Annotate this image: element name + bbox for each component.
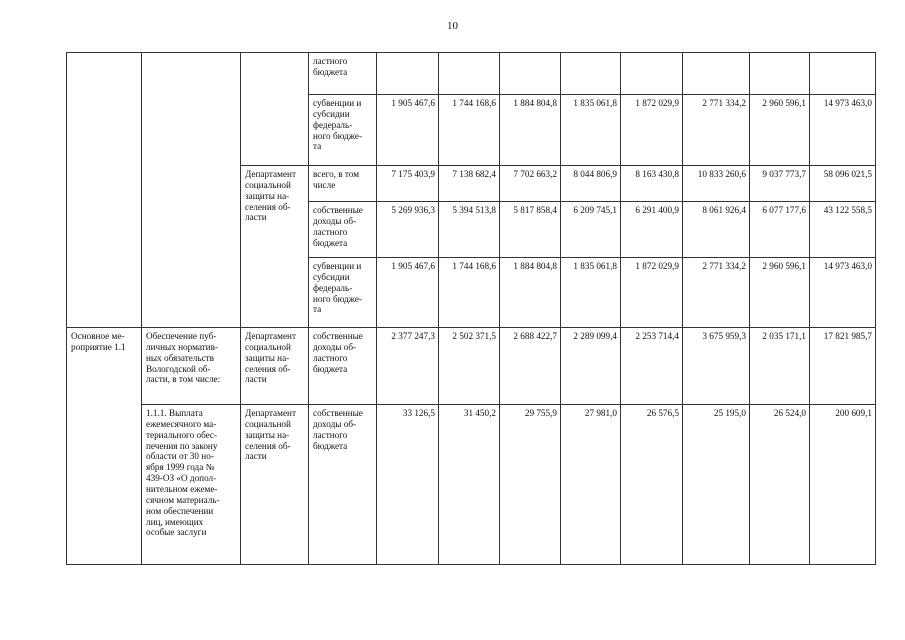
value-cell: 6 209 745,1 bbox=[561, 202, 621, 258]
value-cell: 6 291 400,9 bbox=[621, 202, 683, 258]
value-cell: 8 061 926,4 bbox=[683, 202, 750, 258]
program-name-cell-empty bbox=[142, 53, 241, 328]
value-cell: 1 744 168,6 bbox=[439, 95, 500, 166]
value-cell: 2 377 247,3 bbox=[377, 328, 439, 405]
value-cell: 5 269 936,3 bbox=[377, 202, 439, 258]
executor-cell-empty bbox=[241, 53, 309, 166]
program-name-cell: 1.1.1. Выплата ежемесячного ма- териального обес- печения по закону области от 30 но- ября 1999 года № 439-ОЗ «О допол- нительном ежеме- сячном материаль- ном обеспечении лиц, имеющих особые заслуги bbox=[142, 405, 241, 565]
funding-source-cell: собственные доходы об- ластного бюджета bbox=[309, 405, 377, 565]
value-cell: 8 163 430,8 bbox=[621, 166, 683, 202]
value-cell: 5 817 858,4 bbox=[500, 202, 561, 258]
value-cell: 31 450,2 bbox=[439, 405, 500, 565]
funding-source-cell: собственные доходы об- ластного бюджета bbox=[309, 328, 377, 405]
value-cell bbox=[439, 53, 500, 95]
value-cell: 25 195,0 bbox=[683, 405, 750, 565]
value-cell: 2 502 371,5 bbox=[439, 328, 500, 405]
status-cell: Основное ме- роприятие 1.1 bbox=[67, 328, 142, 565]
value-cell bbox=[377, 53, 439, 95]
executor-cell: Департамент социальной защиты на- селения об- ласти bbox=[241, 166, 309, 328]
value-cell: 3 675 959,3 bbox=[683, 328, 750, 405]
value-cell: 9 037 773,7 bbox=[750, 166, 810, 202]
executor-cell: Департамент социальной защиты на- селения об- ласти bbox=[241, 405, 309, 565]
value-cell: 2 771 334,2 bbox=[683, 258, 750, 328]
total-cell: 14 973 463,0 bbox=[810, 258, 876, 328]
status-cell-empty bbox=[67, 53, 142, 328]
value-cell: 1 744 168,6 bbox=[439, 258, 500, 328]
total-cell: 14 973 463,0 bbox=[810, 95, 876, 166]
value-cell: 6 077 177,6 bbox=[750, 202, 810, 258]
value-cell: 26 524,0 bbox=[750, 405, 810, 565]
funding-source-cell: ластного бюджета bbox=[309, 53, 377, 95]
funding-source-cell: собственные доходы об- ластного бюджета bbox=[309, 202, 377, 258]
value-cell: 27 981,0 bbox=[561, 405, 621, 565]
total-cell: 43 122 558,5 bbox=[810, 202, 876, 258]
value-cell: 5 394 513,8 bbox=[439, 202, 500, 258]
value-cell: 2 960 596,1 bbox=[750, 95, 810, 166]
table-row bbox=[67, 405, 876, 565]
value-cell: 8 044 806,9 bbox=[561, 166, 621, 202]
total-cell: 58 096 021,5 bbox=[810, 166, 876, 202]
value-cell: 1 835 061,8 bbox=[561, 95, 621, 166]
value-cell: 1 872 029,9 bbox=[621, 258, 683, 328]
value-cell bbox=[621, 53, 683, 95]
value-cell: 7 702 663,2 bbox=[500, 166, 561, 202]
value-cell: 1 905 467,6 bbox=[377, 95, 439, 166]
value-cell: 7 175 403,9 bbox=[377, 166, 439, 202]
value-cell: 2 035 171,1 bbox=[750, 328, 810, 405]
value-cell: 7 138 682,4 bbox=[439, 166, 500, 202]
value-cell: 1 884 804,8 bbox=[500, 95, 561, 166]
value-cell: 1 884 804,8 bbox=[500, 258, 561, 328]
value-cell: 2 960 596,1 bbox=[750, 258, 810, 328]
budget-table bbox=[66, 52, 876, 565]
program-name-cell: Обеспечение пуб- личных норматив- ных обязательств Вологодской об- ласти, в том числе: bbox=[142, 328, 241, 405]
total-cell: 17 821 985,7 bbox=[810, 328, 876, 405]
value-cell: 10 833 260,6 bbox=[683, 166, 750, 202]
value-cell: 1 872 029,9 bbox=[621, 95, 683, 166]
value-cell: 2 688 422,7 bbox=[500, 328, 561, 405]
value-cell: 1 905 467,6 bbox=[377, 258, 439, 328]
value-cell bbox=[561, 53, 621, 95]
value-cell: 2 289 099,4 bbox=[561, 328, 621, 405]
value-cell: 2 253 714,4 bbox=[621, 328, 683, 405]
executor-cell: Департамент социальной защиты на- селения об- ласти bbox=[241, 328, 309, 405]
table-row bbox=[67, 53, 876, 95]
value-cell: 2 771 334,2 bbox=[683, 95, 750, 166]
value-cell bbox=[750, 53, 810, 95]
value-cell bbox=[500, 53, 561, 95]
page-number: 10 bbox=[447, 20, 458, 32]
funding-source-cell: субвенции и субсидии федераль- ного бюдже- та bbox=[309, 95, 377, 166]
funding-source-cell: всего, в том числе bbox=[309, 166, 377, 202]
value-cell: 29 755,9 bbox=[500, 405, 561, 565]
value-cell: 1 835 061,8 bbox=[561, 258, 621, 328]
value-cell: 26 576,5 bbox=[621, 405, 683, 565]
total-cell: 200 609,1 bbox=[810, 405, 876, 565]
funding-source-cell: субвенции и субсидии федераль- ного бюдже- та bbox=[309, 258, 377, 328]
table-row bbox=[67, 328, 876, 405]
total-cell bbox=[810, 53, 876, 95]
value-cell bbox=[683, 53, 750, 95]
value-cell: 33 126,5 bbox=[377, 405, 439, 565]
